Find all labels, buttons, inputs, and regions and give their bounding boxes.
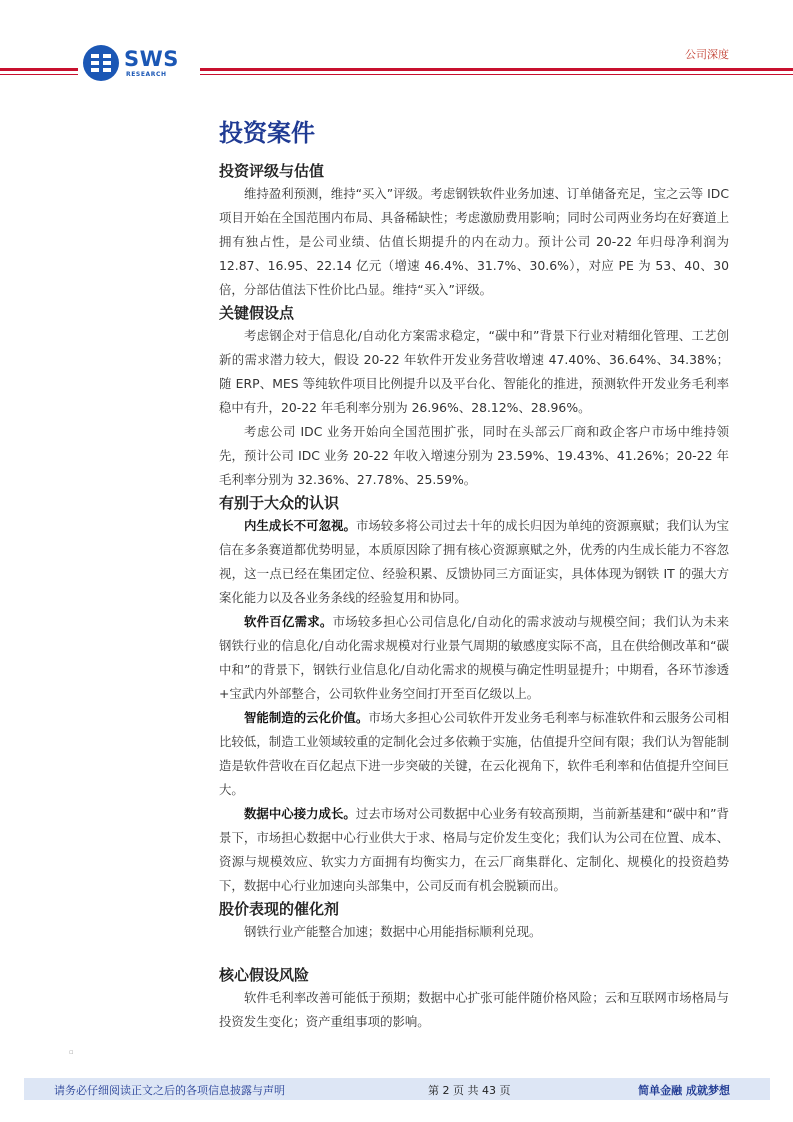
section-heading: 关键假设点 bbox=[219, 304, 295, 322]
logo-text: SWS bbox=[124, 47, 179, 71]
paragraph: 维持盈利预测，维持“买入”评级。考虑钢铁软件业务加速、订单储备充足，宝之云等 IDC 项目开始在全国范围内布局、具备稀缺性；考虑激励费用影响；同时公司两业务均在好赛道上拥有独占性，是公司业绩、估值长期提升的内在动力。预计公司 20-22 年归母净利润为 12.87、16.95、22.14 亿元（增速 46.4%、31.7%、30.6%），对应 PE 为 53、40、30 倍，分部估值法下性价比凸显。维持“买入”评级。 bbox=[219, 186, 729, 297]
paragraph-lead: 软件百亿需求。 bbox=[244, 614, 333, 629]
paragraph: 软件毛利率改善可能低于预期；数据中心扩张可能伴随价格风险；云和互联网市场格局与投资发生变化；资产重组事项的影响。 bbox=[219, 990, 729, 1029]
header-rule-right bbox=[200, 68, 793, 71]
page-footer bbox=[24, 1078, 770, 1100]
spacer bbox=[219, 944, 729, 964]
margin-mark: ▫ bbox=[69, 1048, 74, 1056]
disclaimer-link[interactable]: 请务必仔细阅读正文之后的各项信息披露与声明 bbox=[54, 1084, 285, 1097]
section-differentiated-view bbox=[219, 492, 729, 898]
paragraph: 软件百亿需求。市场较多担心公司信息化/自动化的需求波动与规模空间；我们认为未来钢铁行业的信息化/自动化需求规模对行业景气周期的敏感度实际不高，且在供给侧改革和“碳中和”的背景下，钢铁行业信息化/自动化需求的规模与确定性明显提升；中期看，各环节渗透+宝武内外部整合，公司软件业务空间打开至百亿级以上。 bbox=[219, 614, 729, 701]
paragraph-lead: 智能制造的云化价值。 bbox=[244, 710, 369, 725]
section-catalysts bbox=[219, 898, 729, 944]
page-number: 第 2 页 共 43 页 bbox=[428, 1084, 511, 1097]
section-key-assumptions bbox=[219, 302, 729, 492]
paragraph: 内生成长不可忽视。市场较多将公司过去十年的成长归因为单纯的资源禀赋；我们认为宝信在多条赛道都优势明显，本质原因除了拥有核心资源禀赋之外，优秀的内生成长能力不容忽视，这一点已经在集团定位、经验积累、反馈协同三方面证实，具体体现为钢铁 IT 的强大方案化能力以及各业务条线的经验复用和协同。 bbox=[219, 518, 730, 605]
slogan: 简单金融 成就梦想 bbox=[638, 1084, 730, 1097]
section-heading: 核心假设风险 bbox=[219, 966, 310, 984]
sws-logo-icon bbox=[82, 44, 120, 82]
section-heading: 投资评级与估值 bbox=[219, 162, 325, 180]
section-risks bbox=[219, 964, 729, 1034]
header-rule-right-thin bbox=[200, 74, 793, 75]
section-rating-valuation bbox=[219, 160, 729, 302]
paragraph: 考虑钢企对于信息化/自动化方案需求稳定，“碳中和”背景下行业对精细化管理、工艺创新的需求潜力较大，假设 20-22 年软件开发业务营收增速 47.40%、36.64%、34.38%；随 ERP、MES 等纯软件项目比例提升以及平台化、智能化的推进，预测软件开发业务毛利率稳中有升，20-22 年毛利率分别为 26.96%、28.12%、28.96%。 bbox=[219, 328, 729, 415]
paragraph: 数据中心接力成长。过去市场对公司数据中心业务有较高预期，当前新基建和“碳中和”背景下，市场担心数据中心行业供大于求、格局与定价发生变化；我们认为公司在位置、成本、资源与规模效应、软实力方面拥有均衡实力，在云厂商集群化、定制化、规模化的投资趋势下，数据中心行业加速向头部集中，公司反而有机会脱颖而出。 bbox=[219, 806, 730, 893]
page-title: 投资案件 bbox=[219, 119, 315, 147]
report-type-label: 公司深度 bbox=[685, 48, 729, 61]
logo-subtext: RESEARCH bbox=[126, 71, 167, 78]
main-content bbox=[219, 116, 729, 1034]
paragraph: 智能制造的云化价值。市场大多担心公司软件开发业务毛利率与标准软件和云服务公司相比较低，制造工业领域较重的定制化会过多依赖于实施，估值提升空间有限；我们认为智能制造是软件营收在百亿起点下进一步突破的关键，在云化视角下，软件毛利率和估值提升空间巨大。 bbox=[219, 710, 730, 797]
section-heading: 股价表现的催化剂 bbox=[219, 900, 340, 918]
header-rule-left-thin bbox=[0, 74, 78, 75]
paragraph: 钢铁行业产能整合加速；数据中心用能指标顺利兑现。 bbox=[244, 924, 542, 939]
page-header bbox=[0, 0, 793, 90]
header-rule-left bbox=[0, 68, 78, 71]
paragraph-lead: 内生成长不可忽视。 bbox=[244, 518, 356, 533]
paragraph-lead: 数据中心接力成长。 bbox=[244, 806, 356, 821]
section-heading: 有别于大众的认识 bbox=[219, 494, 340, 512]
paragraph: 考虑公司 IDC 业务开始向全国范围扩张，同时在头部云厂商和政企客户市场中维持领先，预计公司 IDC 业务 20-22 年收入增速分别为 23.59%、19.43%、41.26%；20-22 年毛利率分别为 32.36%、27.78%、25.59%。 bbox=[219, 424, 729, 487]
